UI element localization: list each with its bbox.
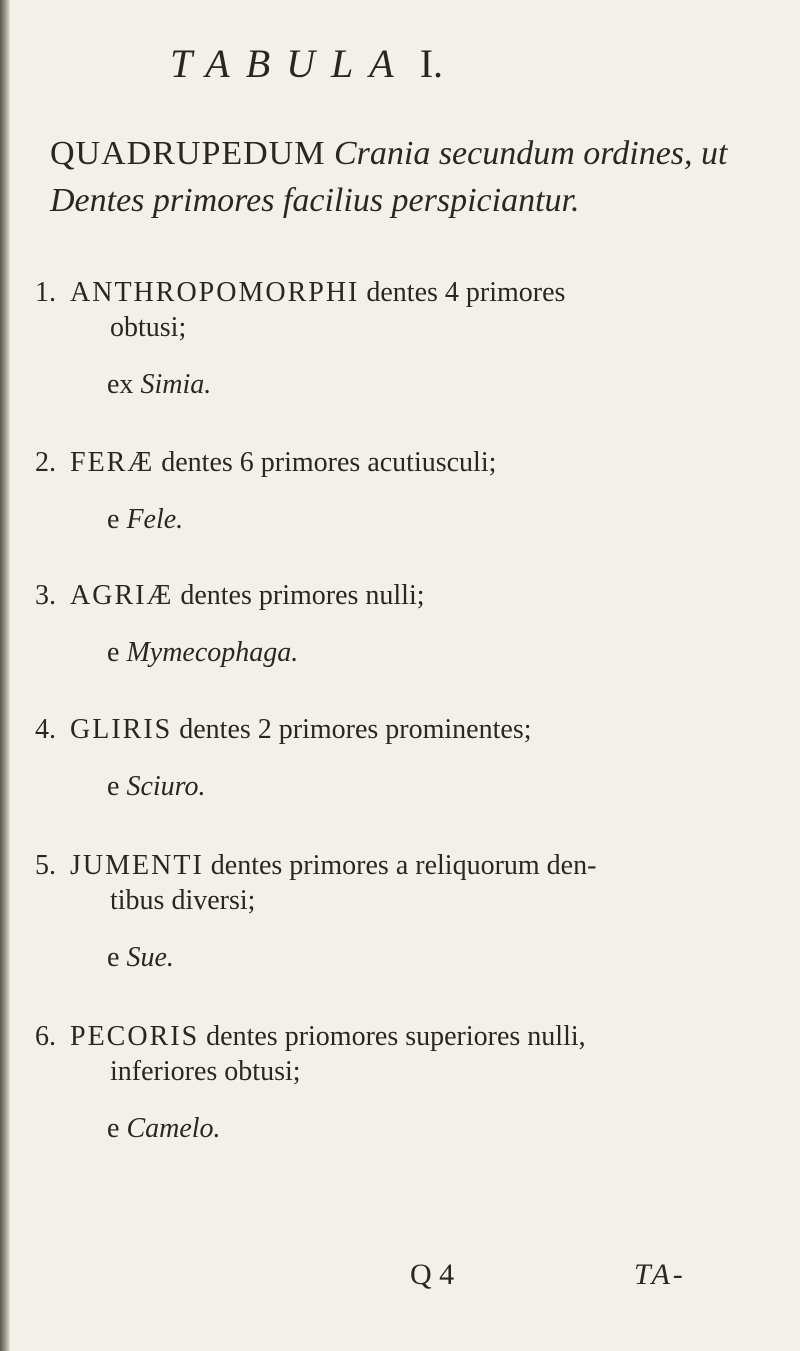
page-title	[170, 40, 610, 87]
heading-italic: Crania secundum ordines, ut Dentes primores facilius perspiciantur.	[50, 135, 728, 219]
entry-number: 2.	[35, 447, 56, 478]
title-word: TABULA	[170, 41, 410, 86]
example-animal: Simia.	[140, 369, 212, 400]
entry-continuation: inferiores obtusi;	[110, 1056, 301, 1087]
entry-ferae	[35, 445, 755, 537]
entry-number: 4.	[35, 714, 56, 745]
entry-number: 5.	[35, 850, 56, 881]
entry-example	[35, 940, 755, 975]
entry-name: FERÆ	[70, 447, 155, 478]
entry-number: 3.	[35, 580, 56, 611]
entry-text: dentes primores nulli;	[180, 580, 425, 611]
example-prefix: e	[107, 637, 120, 668]
title-numeral: I.	[419, 41, 444, 86]
example-animal: Mymecophaga.	[126, 637, 299, 668]
entry-name: GLIRIS	[70, 714, 173, 745]
entry-text: dentes primores a reliquorum den-	[210, 850, 597, 881]
entry-continuation: tibus diversi;	[110, 885, 256, 916]
entry-text: dentes 2 primores prominentes;	[179, 714, 532, 745]
entry-text: dentes 4 primores	[366, 277, 566, 308]
example-prefix: ex	[107, 369, 134, 400]
entry-example	[35, 769, 755, 804]
entry-name: AGRIÆ	[70, 580, 174, 611]
entry-continuation: obtusi;	[110, 312, 187, 343]
entry-text: dentes priomores superiores nulli,	[206, 1021, 586, 1052]
entry-number: 1.	[35, 277, 56, 308]
entry-gliris	[35, 712, 755, 804]
example-animal: Camelo.	[126, 1113, 221, 1144]
entry-anthropomorphi	[35, 275, 755, 402]
entry-name: PECORIS	[70, 1021, 200, 1052]
entry-number: 6.	[35, 1021, 56, 1052]
heading-caps: QUADRUPEDUM	[50, 135, 326, 172]
page-binding-edge	[0, 0, 10, 1351]
entry-name: ANTHROPOMORPHI	[70, 277, 360, 308]
entry-jumenti	[35, 848, 755, 975]
entry-agriae	[35, 578, 755, 670]
example-animal: Sue.	[126, 942, 174, 973]
example-prefix: e	[107, 1113, 120, 1144]
entry-example	[35, 1111, 755, 1146]
example-animal: Fele.	[126, 504, 184, 535]
signature-mark: Q 4	[410, 1258, 455, 1291]
example-prefix: e	[107, 942, 120, 973]
example-animal: Sciuro.	[126, 771, 206, 802]
entry-text: dentes 6 primores acutiusculi;	[161, 447, 497, 478]
entry-example	[35, 502, 755, 537]
entry-name: JUMENTI	[70, 850, 204, 881]
entry-example	[35, 367, 755, 402]
example-prefix: e	[107, 771, 120, 802]
entry-example	[35, 635, 755, 670]
example-prefix: e	[107, 504, 120, 535]
catchword: TA-	[634, 1258, 686, 1291]
table-heading	[50, 130, 730, 224]
entry-pecoris	[35, 1019, 755, 1146]
